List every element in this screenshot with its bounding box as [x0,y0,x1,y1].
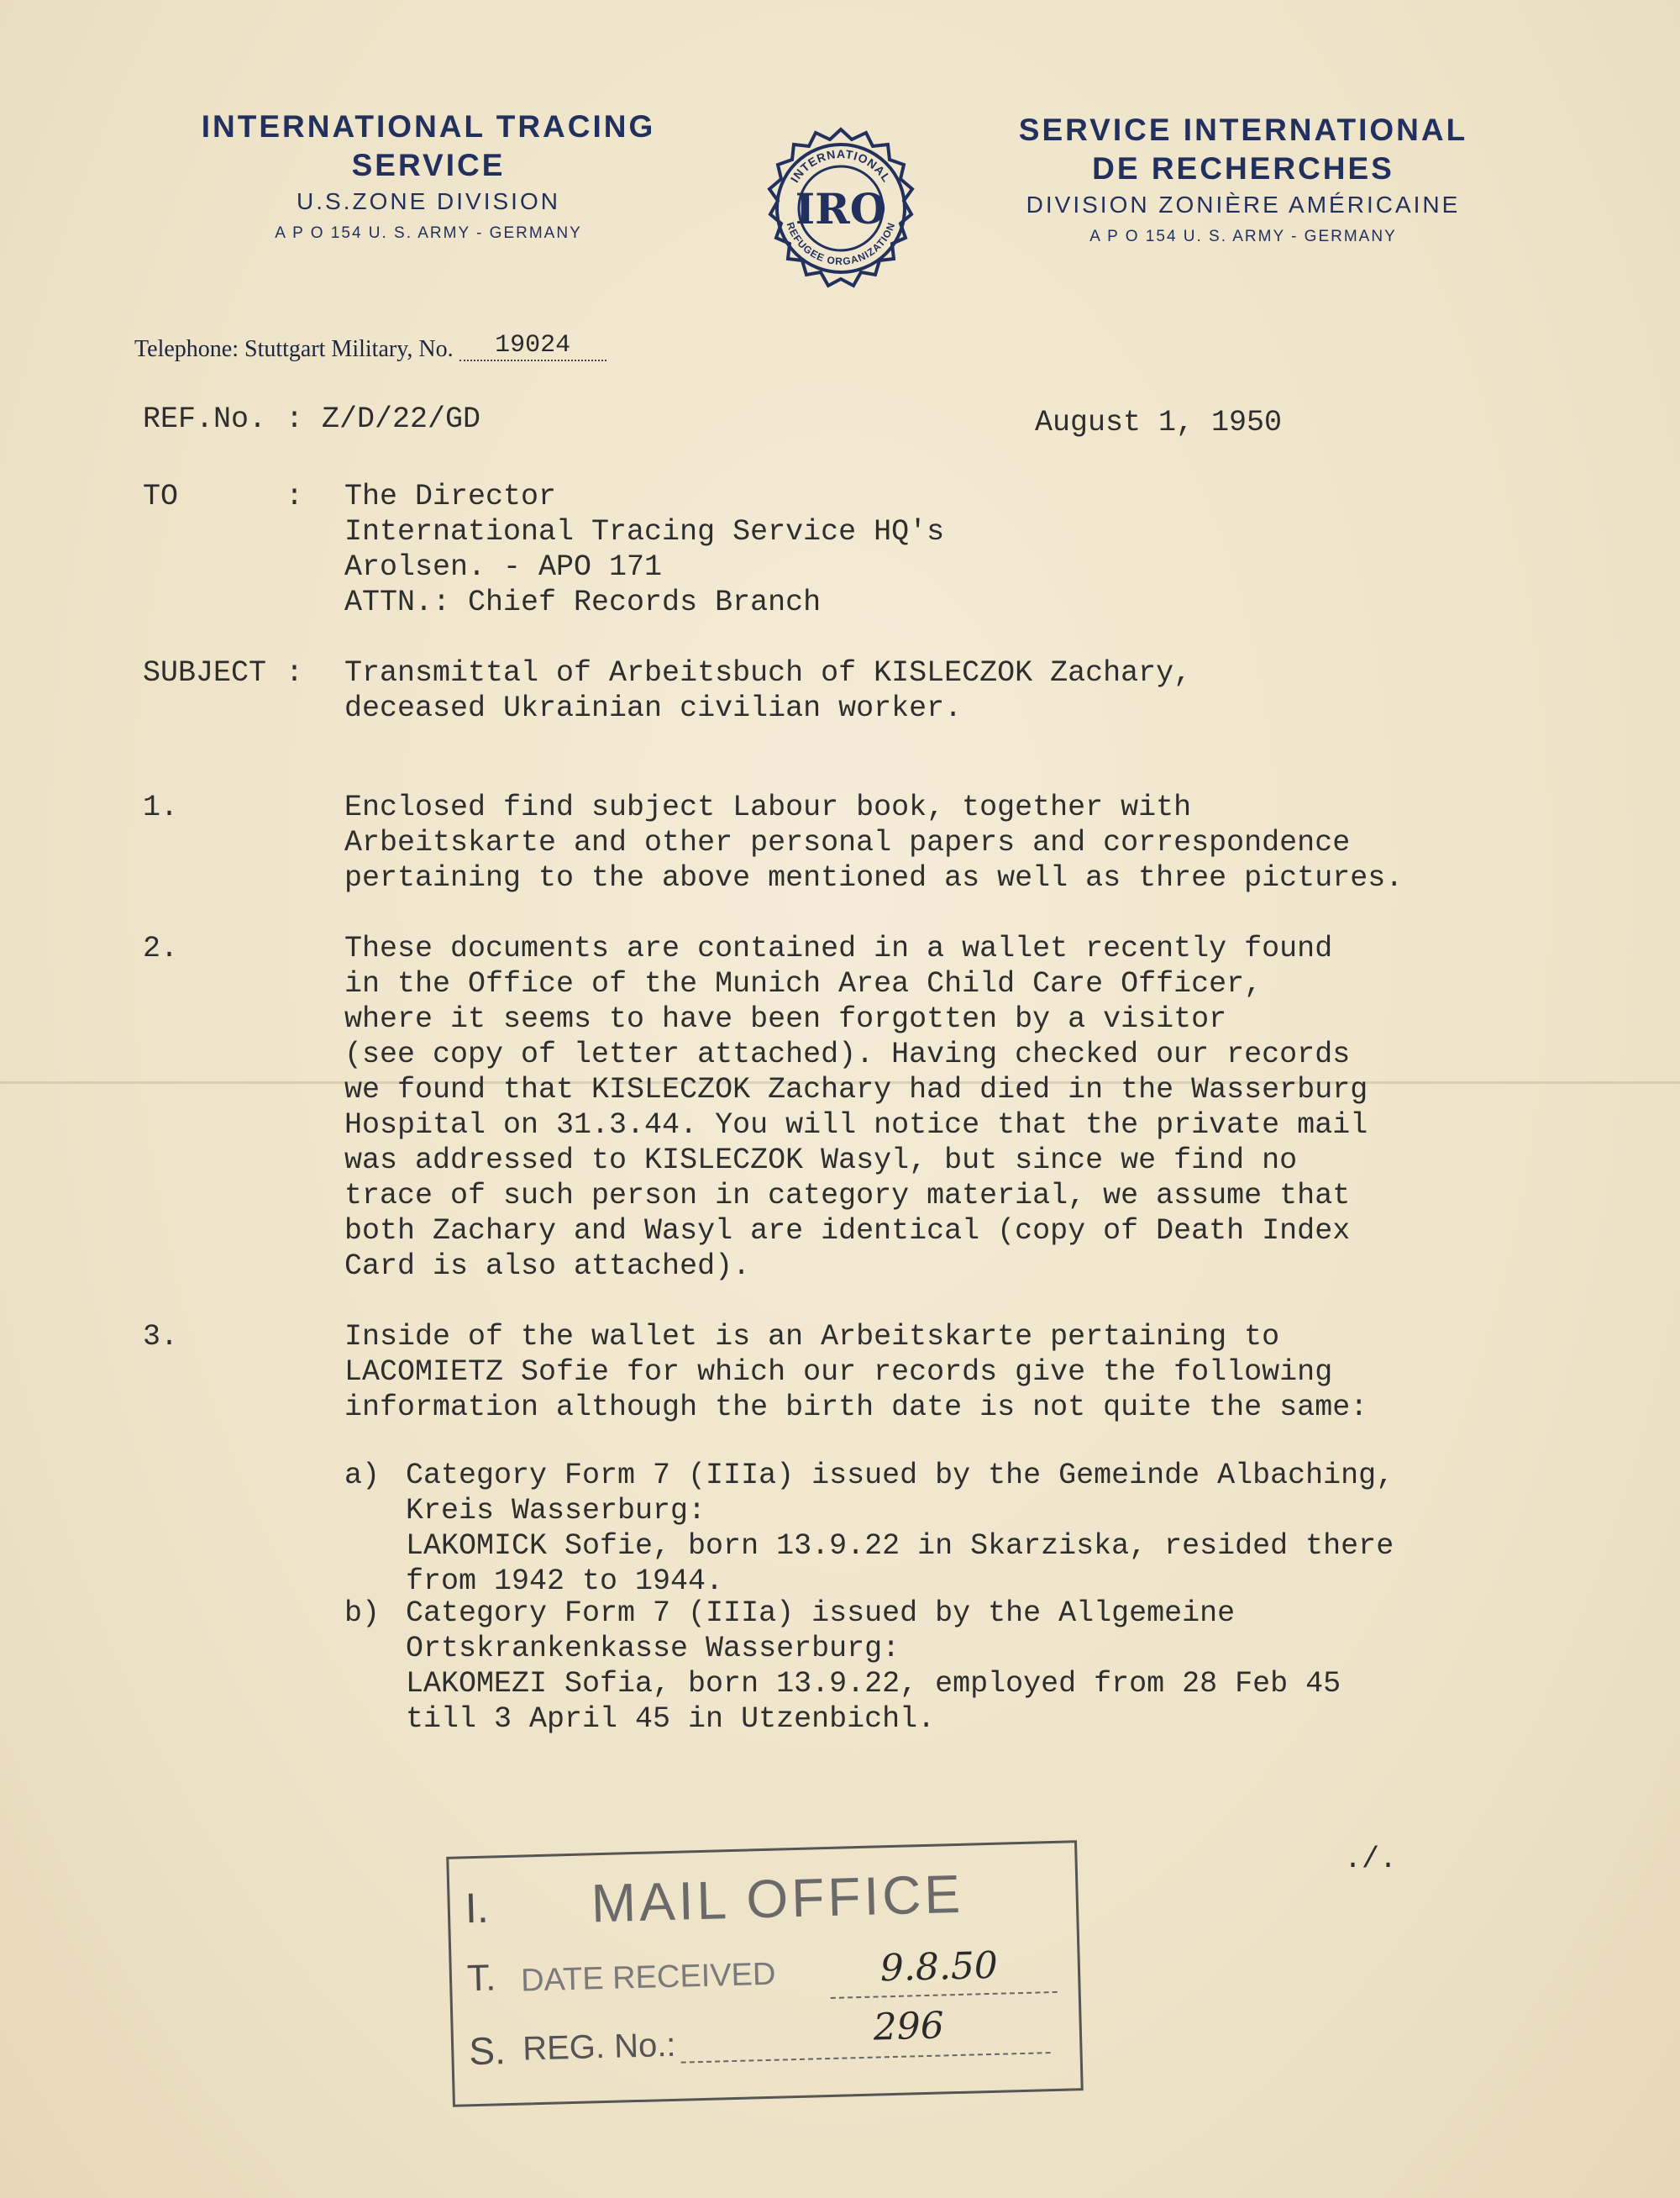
paragraph-2-line-4: (see copy of letter attached). Having checked our records [344,1038,1351,1071]
sub-item-a-line-2: Kreis Wasserburg: [406,1494,706,1528]
mail-office-stamp [446,1840,1084,2107]
sub-item-a-line-1: Category Form 7 (IIIa) issued by the Gemeinde Albaching, [406,1459,1394,1492]
sub-item-a-line-4: from 1942 to 1944. [406,1564,724,1598]
to-colon: : [286,480,304,513]
letterhead-english [126,108,731,249]
paragraph-1-line-3: pertaining to the above mentioned as well as three pictures. [344,861,1404,895]
sub-item-b-line-3: LAKOMEZI Sofia, born 13.9.22, employed from 28 Feb 45 [406,1667,1341,1701]
org-name-fr-line2: DE RECHERCHES [1092,151,1394,186]
to-line-1: The Director [344,480,557,513]
stamp-side-letter-2: T. [466,1957,496,2000]
sub-item-a-line-3: LAKOMICK Sofie, born 13.9.22 in Skarziska, resided there [406,1529,1394,1563]
apo-address-fr: A P O 154 U. S. ARMY - GERMANY [1089,228,1397,245]
to-line-4: ATTN.: Chief Records Branch [344,586,822,619]
org-name-line1: INTERNATIONAL TRACING [201,109,656,144]
paragraph-2-line-7: was addressed to KISLECZOK Wasyl, but since we find no [344,1144,1298,1177]
paragraph-2-line-8: trace of such person in category material, we assume that [344,1179,1351,1212]
paragraph-1-line-1: Enclosed find subject Labour book, together with [344,791,1192,824]
iro-seal-logo [748,124,934,311]
subject-label: SUBJECT [143,656,267,690]
logo-iro-text: IRO [795,184,887,234]
paragraph-3-line-1: Inside of the wallet is an Arbeitskarte pertaining to [344,1320,1280,1354]
paragraph-2-number: 2. [143,932,179,965]
ref-label: REF.No. [143,402,267,436]
sub-item-a-marker: a) [344,1459,381,1492]
stamp-side-letter-3: S. [468,2028,507,2074]
subject-line-2: deceased Ukrainian civilian worker. [344,691,963,725]
paragraph-3-line-3: information although the birth date is not quite the same: [344,1391,1368,1424]
continuation-mark: ./. [1344,1843,1398,1876]
stamp-reg-label: REG. No.: [522,2026,677,2068]
paragraph-2-line-3: where it seems to have been forgotten by a visitor [344,1002,1227,1036]
logo-ring-top-text: INTERNATIONAL [787,146,895,185]
paragraph-2-line-2: in the Office of the Munich Area Child Care Officer, [344,967,1263,1001]
ref-colon: : [286,402,304,436]
paragraph-3-number: 3. [143,1320,179,1354]
letterhead-french [932,111,1554,252]
stamp-reg-value: 296 [873,2004,945,2049]
sub-item-b-line-1: Category Form 7 (IIIa) issued by the Allgemeine [406,1596,1236,1630]
sub-item-b-line-4: till 3 April 45 in Utzenbichl. [406,1702,936,1736]
telephone-label: Telephone: Stuttgart Military, No. [134,336,454,362]
paragraph-3-line-2: LACOMIETZ Sofie for which our records give the following [344,1355,1333,1389]
telephone-line [134,331,606,366]
org-name-line2: SERVICE [351,148,506,182]
sub-item-b-marker: b) [344,1596,381,1630]
paragraph-2-line-9: both Zachary and Wasyl are identical (copy of Death Index [344,1214,1351,1248]
telephone-number: 19024 [459,331,606,361]
apo-address: A P O 154 U. S. ARMY - GERMANY [275,224,582,242]
to-line-2: International Tracing Service HQ's [344,515,945,549]
subject-line-1: Transmittal of Arbeitsbuch of KISLECZOK Zachary, [344,656,1192,690]
stamp-side-letter-1: I. [465,1884,490,1932]
paragraph-2-line-6: Hospital on 31.3.44. You will notice that the private mail [344,1108,1368,1142]
stamp-date-label: DATE RECEIVED [520,1956,776,1999]
to-label: TO [143,480,179,513]
stamp-title: MAIL OFFICE [590,1863,964,1934]
subject-colon: : [286,656,304,690]
paragraph-1-number: 1. [143,791,179,824]
ref-value: Z/D/22/GD [322,402,481,436]
to-line-3: Arolsen. - APO 171 [344,550,663,584]
stamp-date-value: 9.8.50 [879,1943,999,1990]
letter-date: August 1, 1950 [1035,406,1283,439]
sub-item-b-line-2: Ortskrankenkasse Wasserburg: [406,1632,900,1665]
paragraph-2-line-1: These documents are contained in a wallet recently found [344,932,1333,965]
paragraph-2-line-10: Card is also attached). [344,1249,751,1283]
paragraph-1-line-2: Arbeitskarte and other personal papers and correspondence [344,826,1351,860]
org-name-fr-line1: SERVICE INTERNATIONAL [1018,113,1468,147]
division-name-fr: DIVISION ZONIÈRE AMÉRICAINE [1026,192,1461,218]
paragraph-2-line-5: we found that KISLECZOK Zachary had died in the Wasserburg [344,1073,1368,1107]
division-name: U.S.ZONE DIVISION [297,188,560,214]
logo-ring-bottom-text: REFUGEE ORGANIZATION [784,220,898,268]
